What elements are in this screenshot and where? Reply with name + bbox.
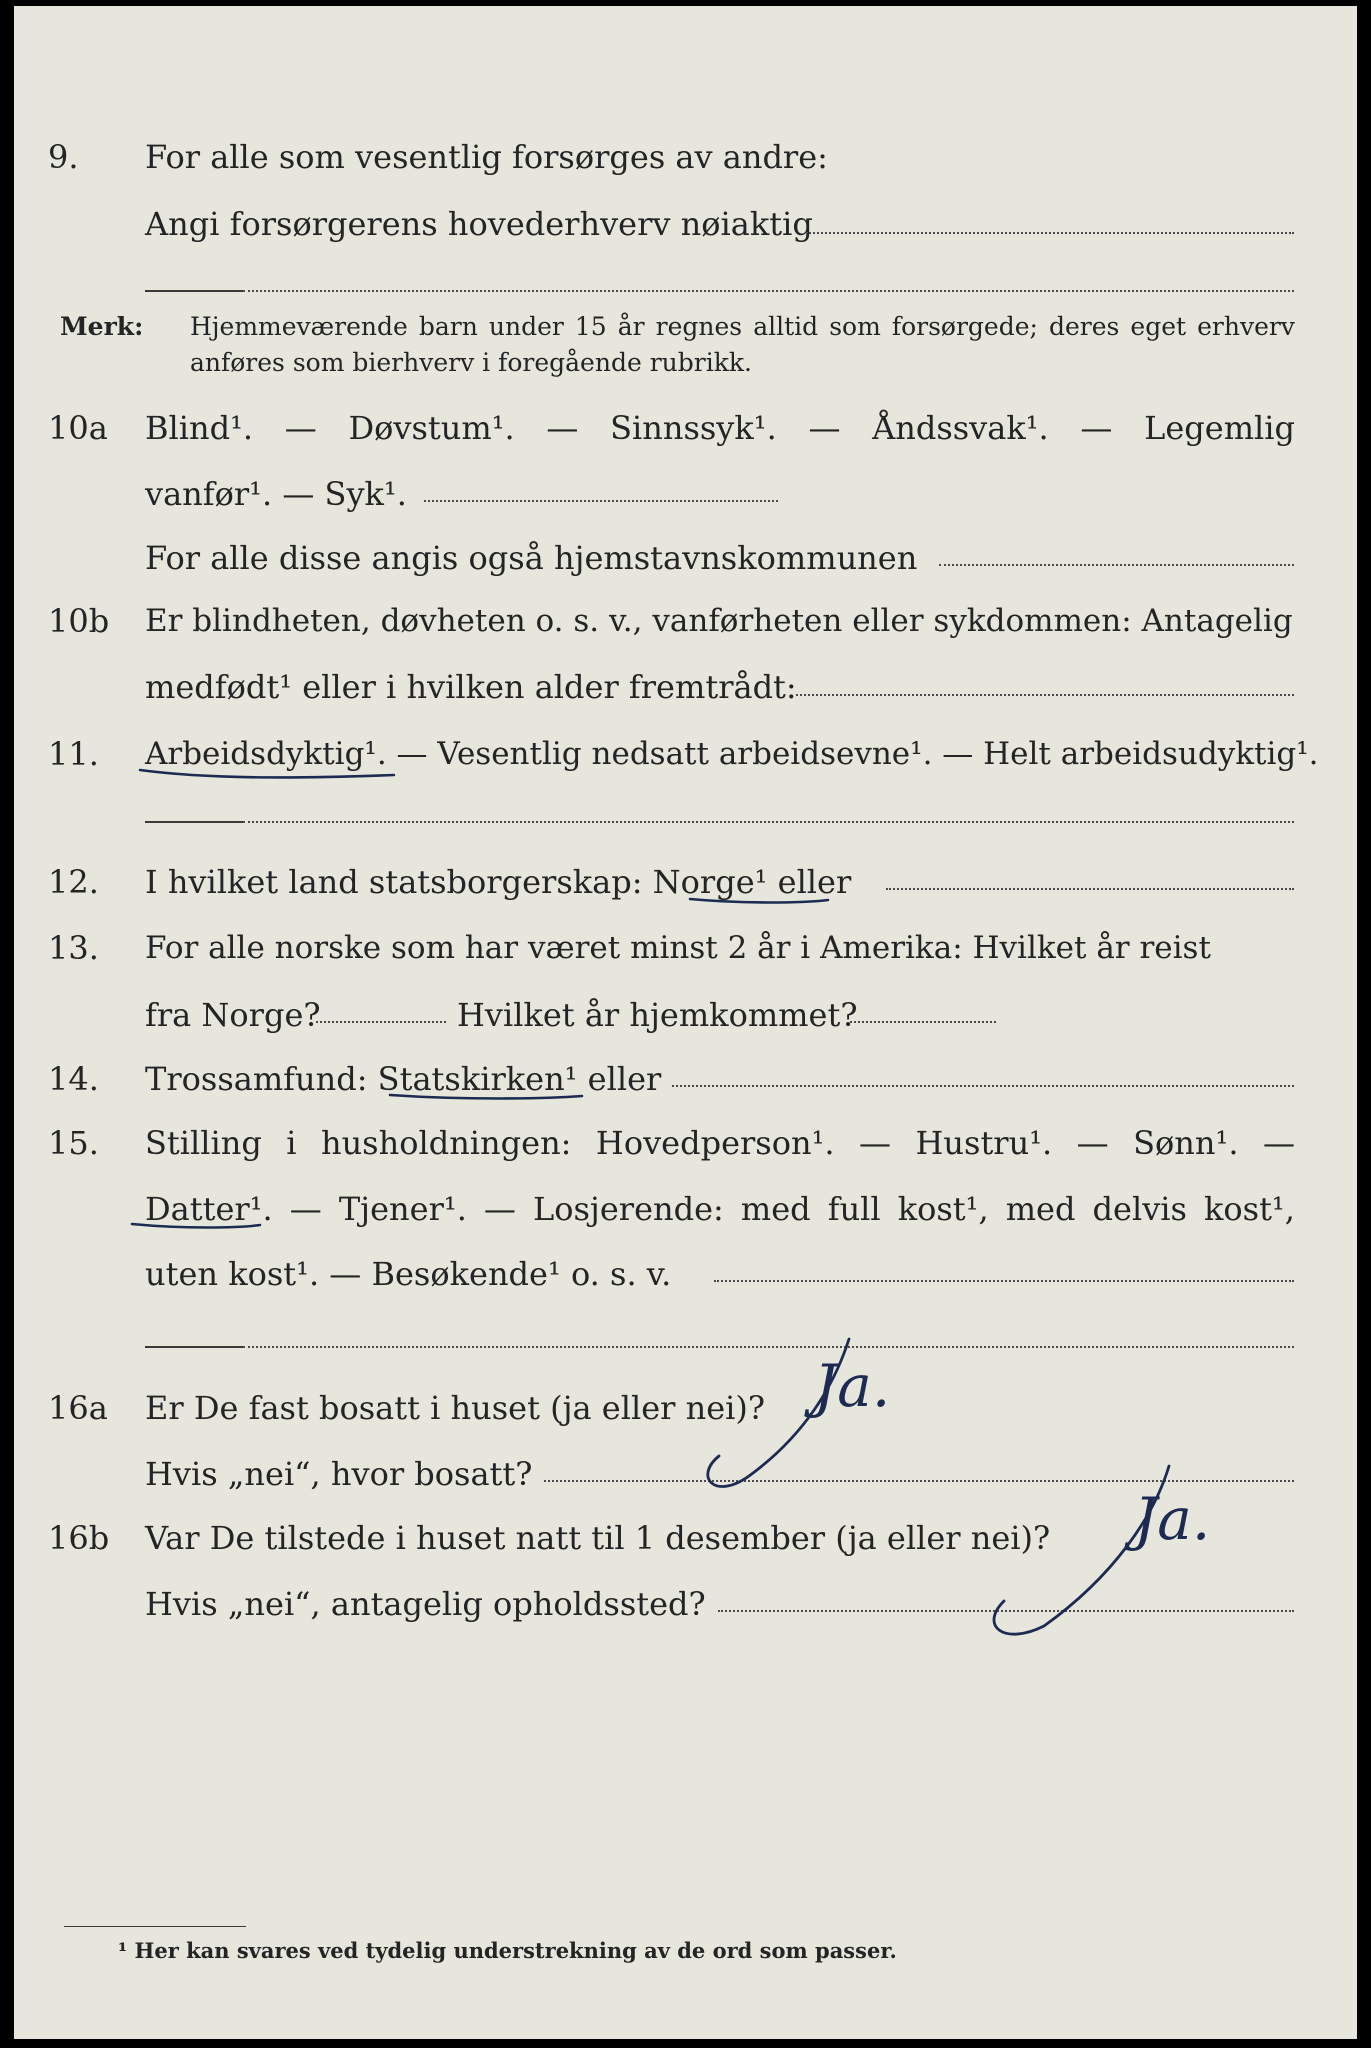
answer-dotted-line [243, 821, 1294, 823]
question-11-row [14, 729, 1357, 779]
separator: — [859, 1124, 892, 1162]
question-text: Trossamfund: Statskirken¹ eller [145, 1060, 662, 1098]
answer-dotted-line [316, 1021, 446, 1023]
note-text-line-2: anføres som bierhverv i foregående rubrikk. [190, 348, 752, 377]
question-text: uten kost¹. — Besøkende¹ o. s. v. [145, 1255, 672, 1293]
question-16b-row-2 [14, 1579, 1357, 1629]
text-word: Stilling [145, 1124, 262, 1162]
option-word: Hovedperson¹. [595, 1124, 835, 1162]
question-text [145, 403, 1295, 453]
option-word: kost¹, [897, 1190, 989, 1228]
question-number: 13. [48, 929, 99, 967]
question-10a-row [14, 403, 1357, 453]
question-text: For alle disse angis også hjemstavnskommunen [145, 539, 918, 577]
note-word: erhverv [1197, 312, 1295, 341]
note-word: barn [418, 312, 478, 341]
note-word: år [617, 312, 645, 341]
question-15-row-3 [14, 1249, 1357, 1299]
question-number: 10a [48, 409, 108, 447]
answer-rule [145, 1346, 243, 1348]
question-text [145, 1118, 1295, 1168]
answer-dotted-line [714, 1280, 1294, 1282]
text-word: med [740, 1190, 811, 1228]
question-15-row-2 [14, 1184, 1357, 1234]
text-word: delvis [1092, 1190, 1187, 1228]
question-text: For alle som vesentlig forsørges av andre: [145, 138, 828, 176]
note-word: 15 [574, 312, 607, 341]
question-number: 16b [48, 1519, 110, 1557]
separator: — [546, 409, 579, 447]
question-text: Hvis „nei“, hvor bosatt? [145, 1455, 533, 1493]
handwritten-answer-16b: Ja. [1134, 1485, 1211, 1553]
question-text: Var De tilstede i huset natt til 1 desember (ja eller nei)? [145, 1519, 1051, 1557]
question-text: For alle norske som har været minst 2 år i Amerika: Hvilket år reist [145, 930, 1211, 966]
question-text: fra Norge? [145, 996, 321, 1034]
question-text: Hvis „nei“, antagelig opholdssted? [145, 1585, 706, 1623]
question-10a-row-3 [14, 533, 1357, 583]
separator: — [808, 409, 841, 447]
question-text: Angi forsørgerens hovederhverv nøiaktig [145, 205, 813, 243]
option-word: Legemlig [1144, 409, 1295, 447]
option-word: Tjener¹. [338, 1190, 467, 1228]
answer-dotted-line [672, 1085, 1294, 1087]
question-text: vanfør¹. — Syk¹. [145, 475, 407, 513]
question-16a-row [14, 1383, 1357, 1433]
answer-dotted-line [718, 1610, 1294, 1612]
question-text: medfødt¹ eller i hvilken alder fremtrådt: [145, 668, 797, 706]
answer-dotted-line [806, 232, 1294, 234]
option-word: Sønn¹. [1133, 1124, 1239, 1162]
question-number: 12. [48, 863, 99, 901]
footnote-rule [64, 1926, 246, 1927]
note-word: alltid [753, 312, 819, 341]
question-9-row [14, 132, 1357, 182]
separator: — [483, 1190, 516, 1228]
note-word: Hjemmeværende [190, 312, 408, 341]
option-word: Datter¹. [145, 1190, 273, 1228]
handwritten-answer-16a: Ja. [814, 1352, 891, 1420]
question-number: 14. [48, 1060, 99, 1098]
text-word: med [1005, 1190, 1076, 1228]
question-text [145, 1184, 1295, 1234]
question-text: I hvilket land statsborgerskap: Norge¹ eller [145, 863, 852, 901]
option-word: kost¹, [1203, 1190, 1295, 1228]
question-16a-row-2 [14, 1449, 1357, 1499]
answer-dotted-line [939, 564, 1294, 566]
answer-rule [145, 821, 243, 823]
option-word: Hustru¹. [915, 1124, 1053, 1162]
question-text: Hvilket år hjemkommet? [457, 996, 858, 1034]
question-12-row [14, 857, 1357, 907]
answer-dotted-line [850, 1021, 996, 1023]
question-number: 11. [48, 735, 99, 773]
question-9-row-2 [14, 199, 1357, 249]
text-word: i [286, 1124, 297, 1162]
question-number: 9. [48, 138, 79, 176]
question-10b-row-2 [14, 662, 1357, 712]
separator: — [289, 1190, 322, 1228]
question-number: 16a [48, 1389, 108, 1427]
text-word: Losjerende: [532, 1190, 724, 1228]
question-text: Arbeidsdyktig¹. — Vesentlig nedsatt arbeidsevne¹. — Helt arbeidsudyktig¹. [145, 736, 1319, 772]
text-word: full [827, 1190, 881, 1228]
separator: — [284, 409, 317, 447]
note-word: deres [1048, 312, 1120, 341]
question-15-row [14, 1118, 1357, 1168]
separator: — [1076, 1124, 1109, 1162]
answer-dotted-line [544, 1480, 1294, 1482]
option-word: Blind¹. [145, 409, 254, 447]
question-text: Er blindheten, døvheten o. s. v., vanførheten eller sykdommen: Antagelig [145, 603, 1293, 639]
question-13-row [14, 923, 1357, 973]
note-label: Merk: [60, 312, 144, 341]
footnote: ¹ Her kan svares ved tydelig understrekning av de ord som passer. [118, 1938, 897, 1963]
text-word: husholdningen: [320, 1124, 572, 1162]
question-text: Er De fast bosatt i huset (ja eller nei)? [145, 1389, 766, 1427]
answer-dotted-line [424, 500, 778, 502]
separator: — [1080, 409, 1113, 447]
note-word: under [488, 312, 564, 341]
question-number: 15. [48, 1124, 99, 1162]
answer-rule [145, 290, 243, 292]
answer-dotted-line [243, 1346, 1294, 1348]
separator: — [1262, 1124, 1295, 1162]
answer-dotted-line [796, 694, 1294, 696]
option-word: Sinnssyk¹. [610, 409, 777, 447]
question-14-row [14, 1054, 1357, 1104]
note-text-line-1 [190, 309, 1295, 345]
question-10b-row [14, 596, 1357, 646]
census-form-sheet [14, 6, 1357, 2039]
question-number: 10b [48, 602, 110, 640]
question-10a-row-2 [14, 469, 1357, 519]
question-13-row-2 [14, 990, 1357, 1040]
note-word: regnes [655, 312, 743, 341]
answer-dotted-line [243, 290, 1294, 292]
note-word: som [829, 312, 881, 341]
option-word: Døvstum¹. [348, 409, 515, 447]
question-16b-row [14, 1513, 1357, 1563]
option-word: Åndssvak¹. [872, 409, 1049, 447]
note-word: eget [1130, 312, 1187, 341]
note-word: forsørgede; [891, 312, 1038, 341]
answer-dotted-line [886, 888, 1294, 890]
